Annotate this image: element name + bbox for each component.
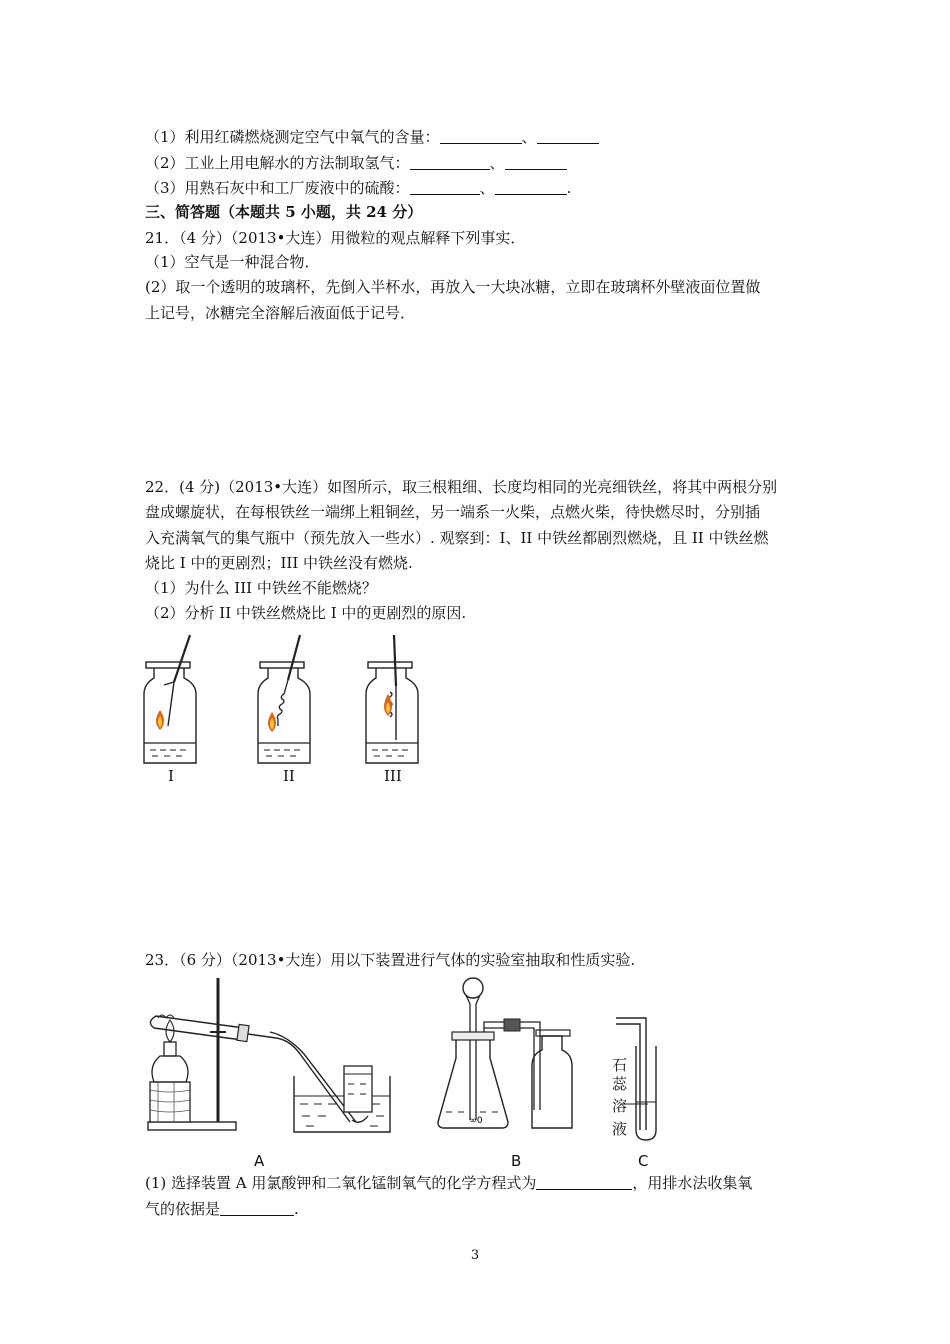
litmus-label-char: 液: [612, 1120, 628, 1138]
answer-blank[interactable]: [495, 178, 567, 195]
answer-blank[interactable]: [440, 127, 522, 144]
figure-label-b: B: [511, 1152, 522, 1170]
q22-line-3: 入充满氧气的集气瓶中（预先放入一些水）. 观察到：I、II 中铁丝都剧烈燃烧，且 II 中铁丝燃: [145, 529, 769, 547]
q20-item-3: （3）用熟石灰中和工厂废液中的硫酸： 、 .: [145, 179, 572, 197]
figure-label-iii: III: [384, 767, 402, 785]
bottle-ii: [258, 635, 310, 763]
q23-part-1-line-1: (1) 选择装置 A 用氯酸钾和二氧化锰制氧气的化学方程式为 ，用排水法收集氧: [145, 1174, 753, 1192]
litmus-label-char: 石: [612, 1056, 628, 1074]
figure-label-i: I: [168, 767, 174, 785]
q20-item-1: （1）利用红磷燃烧测定空气中氧气的含量： 、: [145, 127, 815, 147]
bottle-iii: [366, 635, 418, 763]
q21-part-2-line-2: 上记号，冰糖完全溶解后液面低于记号．: [145, 304, 416, 322]
q20-item-2: （2）工业上用电解水的方法制取氢气： 、: [145, 153, 815, 173]
figure-label-a: A: [254, 1152, 265, 1170]
q22-figure-bottles: [140, 630, 460, 770]
bottle-i: [144, 635, 196, 763]
section-heading: 三、简答题（本题共 5 小题，共 24 分）: [145, 203, 423, 221]
q21-part-1: （1）空气是一种混合物．: [145, 253, 320, 271]
answer-blank[interactable]: [536, 1173, 632, 1190]
q22-question-1: （1）为什么 III 中铁丝不能燃烧？: [145, 579, 377, 597]
q22-question-2: （2）分析 II 中铁丝燃烧比 I 中的更剧烈的原因.: [145, 604, 467, 622]
q23-stem: 23．（6 分）（2013•大连）用以下装置进行气体的实验室抽取和性质实验.: [145, 951, 636, 969]
q22-line-4: 烧比 I 中的更剧烈；III 中铁丝没有燃烧.: [145, 554, 413, 572]
q23-part-1-line-2: 气的依据是 .: [145, 1200, 299, 1218]
answer-blank[interactable]: [410, 178, 480, 195]
answer-blank[interactable]: [505, 153, 567, 170]
figure-label-c: C: [638, 1152, 649, 1170]
svg-text:∞0: ∞0: [469, 1116, 483, 1126]
q21-stem: 21．（4 分）（2013•大连）用微粒的观点解释下列事实．: [145, 229, 526, 247]
litmus-label-char: 蕊: [612, 1075, 628, 1093]
litmus-label-char: 溶: [612, 1097, 628, 1115]
answer-blank[interactable]: [410, 153, 490, 170]
page-number: 3: [470, 1248, 480, 1263]
q22-line-1: 22．(4 分)（2013•大连）如图所示，取三根粗细、长度均相同的光亮细铁丝，将其中两根分别: [145, 478, 778, 496]
answer-blank[interactable]: [537, 127, 599, 144]
answer-blank[interactable]: [220, 1199, 294, 1216]
apparatus-b: [438, 978, 572, 1128]
figure-label-ii: II: [283, 767, 295, 785]
apparatus-a: [148, 978, 390, 1132]
q23-figure-apparatus: [140, 970, 680, 1145]
q22-line-2: 盘成螺旋状，在每根铁丝一端绑上粗铜丝，另一端系一火柴，点燃火柴，待快燃尽时，分别插: [145, 503, 761, 521]
q21-part-2-line-1: (2）取一个透明的玻璃杯，先倒入半杯水，再放入一大块冰糖，立即在玻璃杯外壁液面位置做: [145, 278, 761, 296]
